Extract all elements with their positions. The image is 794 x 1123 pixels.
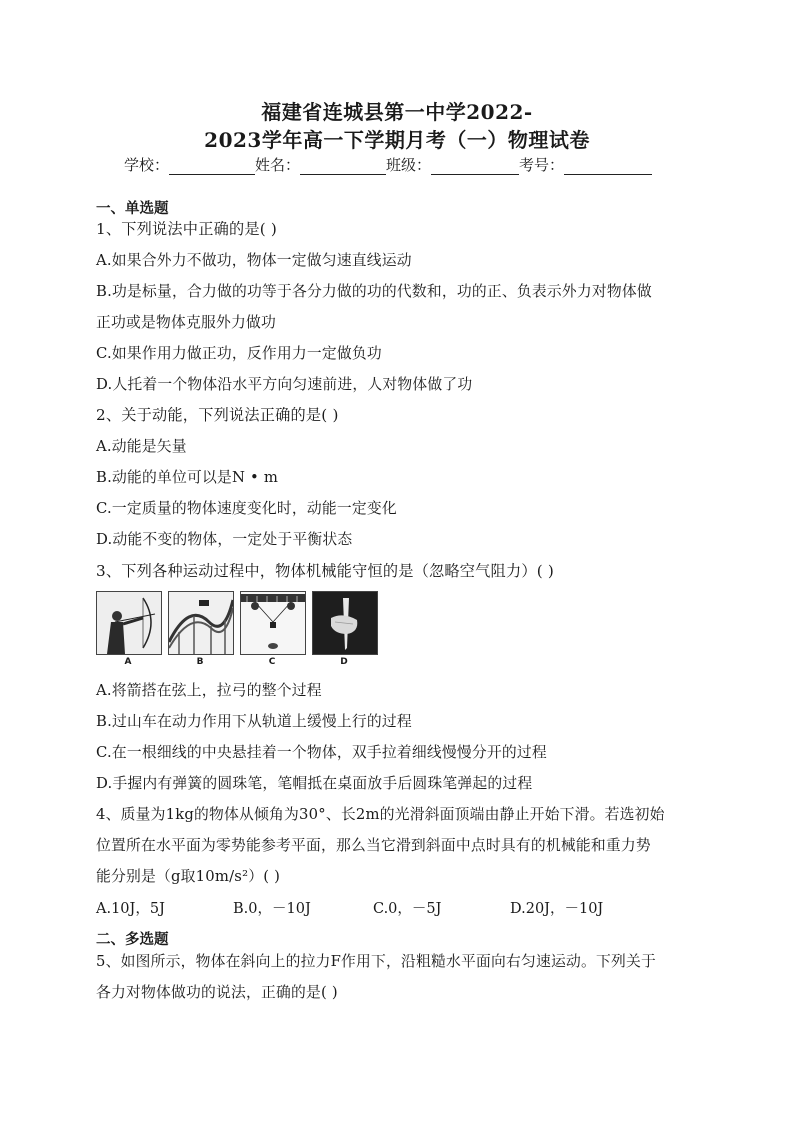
section-multiple-choice: 二、多选题 — [96, 931, 169, 948]
figure-label-d: D — [340, 657, 348, 667]
q3-option-d: D.手握内有弹簧的圆珠笔，笔帽抵在桌面放手后圆珠笔弹起的过程 — [96, 775, 533, 792]
exam-title-line2: 2023学年高一下学期月考（一）物理试卷 — [204, 128, 590, 152]
q1-stem: 1、下列说法中正确的是( ) — [96, 220, 278, 238]
q4-stem-line2: 位置所在水平面为零势能参考平面，那么当它滑到斜面中点时具有的机械能和重力势 — [96, 837, 651, 854]
q3-figure — [96, 591, 386, 671]
q3-option-b: B.过山车在动力作用下从轨道上缓慢上行的过程 — [96, 713, 412, 730]
q3-option-c: C.在一根细线的中央悬挂着一个物体，双手拉着细线慢慢分开的过程 — [96, 744, 547, 761]
figure-label-a: A — [124, 657, 132, 667]
archer-icon — [96, 591, 162, 655]
pen-icon — [312, 591, 378, 655]
q1-option-d: D.人托着一个物体沿水平方向匀速前进，人对物体做了功 — [96, 376, 473, 393]
q4-option-a: A.10J，5J — [96, 901, 165, 917]
exam-title-line1: 福建省连城县第一中学2022- — [261, 100, 533, 124]
class-label: 班级： — [386, 156, 432, 174]
number-blank — [564, 158, 652, 175]
hanging-object-icon — [240, 591, 306, 655]
name-label: 姓名： — [255, 156, 301, 174]
q4-option-d: D.20J，－10J — [510, 901, 604, 917]
roller-coaster-icon — [168, 591, 234, 655]
q3-option-a: A.将箭搭在弦上，拉弓的整个过程 — [96, 682, 322, 699]
name-blank — [300, 158, 386, 175]
student-info-row — [124, 154, 684, 175]
q4-stem-line1: 4、质量为1kg的物体从倾角为30°、长2m的光滑斜面顶端由静止开始下滑。若选初始 — [96, 806, 665, 823]
q2-stem: 2、关于动能，下列说法正确的是( ) — [96, 406, 339, 424]
q1-option-a: A.如果合外力不做功，物体一定做匀速直线运动 — [96, 252, 412, 269]
q4-option-b: B.0，－10J — [233, 901, 311, 917]
section-single-choice: 一、单选题 — [96, 200, 169, 217]
q3-stem: 3、下列各种运动过程中，物体机械能守恒的是（忽略空气阻力）( ) — [96, 562, 554, 580]
q2-option-c: C.一定质量的物体速度变化时，动能一定变化 — [96, 500, 397, 517]
q5-stem-line1: 5、如图所示，物体在斜向上的拉力F作用下，沿粗糙水平面向右匀速运动。下列关于 — [96, 953, 656, 970]
q5-stem-line2: 各力对物体做功的说法，正确的是( ) — [96, 984, 338, 1001]
q2-option-a: A.动能是矢量 — [96, 438, 187, 455]
q1-option-b-line1: B.功是标量，合力做的功等于各分力做的功的代数和，功的正、负表示外力对物体做 — [96, 283, 652, 300]
q1-option-c: C.如果作用力做正功，反作用力一定做负功 — [96, 345, 382, 362]
q4-stem-line3: 能分别是（g取10m/s²）( ) — [96, 868, 281, 885]
q2-option-b: B.动能的单位可以是N • m — [96, 469, 279, 486]
school-blank — [169, 158, 255, 175]
number-label: 考号： — [519, 156, 565, 174]
class-blank — [431, 158, 519, 175]
figure-label-b: B — [196, 657, 204, 667]
q4-option-c: C.0，－5J — [373, 901, 442, 917]
school-label: 学校： — [124, 156, 170, 174]
q1-option-b-line2: 正功或是物体克服外力做功 — [96, 314, 276, 331]
q2-option-d: D.动能不变的物体，一定处于平衡状态 — [96, 531, 353, 548]
figure-label-c: C — [268, 657, 276, 667]
